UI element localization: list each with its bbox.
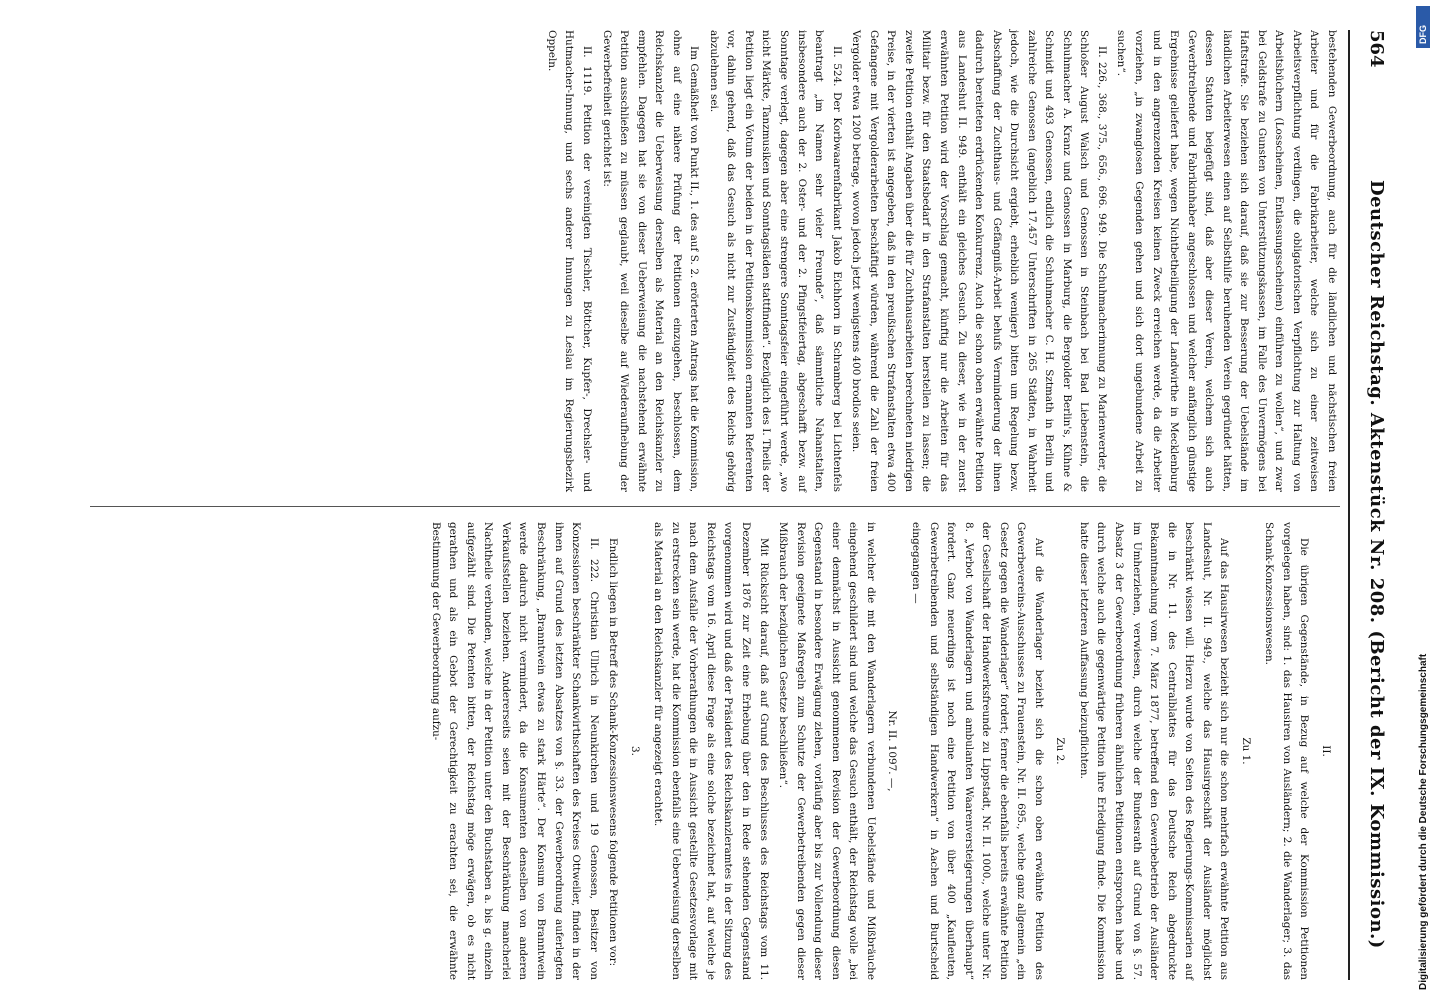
paragraph: Endlich liegen in Betreff des Schank-Konzessionswesens folgende Petitionen vor:: [607, 538, 620, 967]
paragraph: II. 222. Christian Ullrich in Neunkirchen und 19 Genossen, Besitzer von Konzessionen beschränkter Schankwirthschaften des Kreises Ottweiler, finden in der ihnen auf Grund des letzten Absatzes von §. 33. der Gewerbeordnung auferlegten Beschränkung, „Branntwein etwas zu stark Härte“. Der Konsum von Branntwein werde dadurch nicht vermindert, da die Konsumenten denselben von anderen Verkaufsstellen beziehen. Andererseits seien mit der Beschränkung mancherlei Nachtheile verbunden, welche in der Petition unter den Buchstaben a. bis g. einzeln aufgezählt sind. Die Petenten bitten, der Reichstag möge erwägen, ob es nicht gerathen und als ein Gebot der Gerechtigkeit zu erachten sei, die erwähnte Bestimmung der Gewerbeordnung aufzu-: [429, 522, 600, 980]
paragraph: in welcher die mit den Wanderlagern verbundenen Uebelstände und Mißbräuche eingehend geschildert sind und welche das Gesuch enthält, der Reichstag wolle „bei einer demnächst in Aussicht genommenen Revision der Gewerbeordnung diesen Gegenstand in besondere Erwägung ziehen, vorläufig aber bis zur Vollendung dieser Revision geeignete Maßregeln zum Schutze der Gewerbetreibenden gegen dieser Mißbrauch der bezüglichen Gesetze beschließen“.: [777, 522, 877, 980]
paragraph: Auf die Wanderlager bezieht sich die schon oben erwähnte Petition des Gewerbevereins-Ausschusses zu Frauenstein, Nr. II. 695., welche ganz allgemein „ein Gesetz gegen die Wanderlager“ fordert; ferner die ebenfalls bereits erwähnte Petition der Gesellschaft der Handwerksfreunde zu Lippstadt, Nr. II. 1000., welche unter Nr. 8. „Verbot von Wanderlagern und ambulanten Waarenversteigerungen überhaupt“ fordert. Ganz neuerdings ist noch eine Petition von über 400 „Kaufleuten, Gewerbetreibenden und selbständigen Handwerkern“ in Aachen und Burtscheid eingegangen —: [909, 522, 1045, 980]
left-column: [540, 30, 1340, 492]
dfg-logo-text: DFG: [1418, 25, 1428, 44]
paragraph: Auf das Hausirwesen bezieht sich nur die schon mehrfach erwähnte Petition aus Landeshut, Nr. II. 949., welche das Hausirgeschäft der Ausländer möglichst beschränkt wissen will. Hierzu wurde von Seiten des Regierungs-Kommissarien auf die in Nr. 11. des Centralblattes für das Deutsche Reich abgedruckte Bekanntmachung vom 7. März 1877, betreffend den Gewerbebetrieb der Ausländer im Umherziehen, verwiesen, durch welche der Bundesrath auf Grund von §. 57. Absatz 3 der Gewerbeordnung früheren ähnlichen Petitionen entsprochen habe und durch welche auch die gegenwärtige Petition ihre Erledigung finde. Die Kommission hatte dieser letzteren Auffassung beizupflichten.: [1077, 522, 1231, 980]
paragraph: Mit Rücksicht darauf, daß auf Grund des Beschlusses des Reichstags vom 11. Dezember 1876 zur Zeit eine Erhebung über den in Rede stehenden Gegenstand vorgenommen wird und daß der Präsident des Reichskanzleramtes in der Sitzung des Reichstags vom 16. April diese Frage als eine solche bezeichnet hat, auf welche je nach dem Ausfalle der Vorberathungen die in Aussicht gestellte Gesetzesvorlage mit zu erstrecken sein werde, hat die Kommission ebenfalls eine Ueberweisung derselben als Material an den Reichskanzler für angezeigt erachtet.: [652, 522, 770, 980]
paragraph: II. 1119. Petition der vereinigten Tischler, Böttcher, Kupfer-, Drechsler- und Hutmacher-Innung, und sechs anderer Innungen zu Leslau im Regierungsbezirk Oppeln.: [545, 30, 594, 492]
running-head: Deutscher Reichstag. Aktenstück Nr. 208. (Bericht der IX. Kommission.): [1366, 180, 1387, 949]
dfg-logo: [1416, 6, 1430, 48]
subsection-heading: Zu 2.: [1054, 737, 1067, 765]
paragraph: II. 226., 368., 375., 656., 696. 949. Die Schuhmacherinnung zu Marienwerder, die Schloßer August Walsch und Genossen in Steinbach bei Bad Liebenstein, die Schuhmacher A. Kranz und Genossen in Marburg, die Bergolder Berlin's, Kühne & Schmidt und 493 Genossen, endlich die Schuhmacher C. H. Sztmath in Berlin und zahlreiche Genossen (angeblich 17.457 Unterschriften in 265 Städten, in Wahrheit jedoch, wie die Durchsicht ergiebt, erheblich weniger) bitten um Regelung bezw. Abschaffung der Zuchthaus- und Gefängniß-Arbeit behufs Verminderung der ihnen dadurch bereiteten erdrückenden Konkurrenz. Auch die schon oben erwähnte Petition aus Landeshut II. 949. enthält ein gleiches Gesuch. Zu dieser, wie in der zuerst erwähnten Petition wird der Vorschlag gemacht, künftig nur die Arbeiten für das Militair bezw. für den Staatsbedarf in den Strafanstalten herstellen zu lassen; die zweite Petition enthält Angaben über die für Zuchthausarbeiten berechneten niedrigen Preise, in der vierten ist angegeben, daß in den preußischen Strafanstalten etwa 400 Gefangene mit Vergolderarbeiten beschäftigt würden, während die Zahl der freien Vergolder etwa 1200 betrage, wovon jedoch jetzt wenigstens 400 brodlos seien.: [850, 30, 1108, 492]
header-rule: [1348, 30, 1350, 980]
page-number: 564: [1366, 30, 1387, 68]
petition-number: Nr. II. 1097. —,: [886, 710, 899, 792]
digitization-credit: Digitalisierung gefördert durch die Deutsche Forschungsgemeinschaft: [1418, 653, 1429, 990]
section-heading: II.: [1320, 745, 1332, 757]
right-column: [424, 522, 1340, 980]
paragraph: bestehenden Gewerbeordnung, auch für die ländlichen und nächstischen freien Arbeiter und für die Fabrikarbeiter, welche sich zu einer zeitweisen Arbeitsverpflichtung verdingen, die obligatorischen Verpflichtung zur Haltung von Arbeitsbüchern (Losscheinen, Entlassungsscheinen) einführen zu wollen“, und zwar bei Geldstrafe zu Gunsten von Unterstützungskassen, im Falle des Unvermögens bei Haftstrafe. Sie beziehen sich darauf, daß sie zur Besserung der Uebelstände im ländlichen Arbeiterwesen einen auf Selbsthilfe beruhenden Verein gegründet hätten, dessen Statuten beigefügt sind, daß aber dieser Verein, welchem sich auch Gewerbtreibende und Fabrikinhaber angeschlossen und welcher anfänglich günstige Ergebnisse geliefert habe, wegen Nichtbetheiligung der Landwirthe in Mecklenburg und in den angrenzenden Kreisen keinen Zweck erreichen werde, da die Arbeiter vorziehen, „in zwanglosen Gegenden gehen und sich dort ungebundene Arbeit zu suchen“.: [1115, 30, 1338, 492]
paragraph: Im Gemäßheit von Punkt II., 1. des auf S. 2. erörterten Antrags hat die Kommission, ohne auf eine nähere Prüfung der Petitionen einzugehen, beschlossen, dem Reichskanzler die Ueberweisung derselben als Material an den Reichskanzler zu empfehlen. Dagegen hat sie von dieser Ueberweisung die nachstehend erwähnte Petition ausschließen zu müssen geglaubt, weil dieselbe auf Wiederaufhebung der Gewerbefreiheit gerichtet ist:: [600, 30, 701, 492]
subsection-heading: Zu 1.: [1239, 737, 1252, 765]
subsection-heading: 3.: [628, 746, 641, 756]
page-header: [1353, 30, 1387, 980]
paragraph: II. 524. Der Korbwaarenfabrikant Jakob Eichhorn in Schramberg bei Lichtenfels beantragt „im Namen sehr vieler Freunde“, daß sämmtliche Nahanstalten, insbesondere auch der 2. Oster- und der 2. Pfingstfeiertag, abgeschafft bezw. auf Sonntage verlegt, dagegen aber eine strengere Sonntagsfeier eingeführt werde, „wo nicht Märkte, Tanzmusiken und Sonntagsläden stattfinden“. Bezüglich des I. Theils der Petition liegt ein Votum der beiden in der Petitionskommission ernannten Referenten vor, dahin gehend, daß das Gesuch als nicht zur Zuständigkeit des Reichs gehörig abzulehnen sei.: [707, 30, 843, 492]
paragraph: Die übrigen Gegenstände, in Bezug auf welche der Kommission Petitionen vorgelegen haben, sind: 1. das Hausiren von Ausländern; 2. die Wanderlager; 3. das Schank-Konzessionswesen.: [1263, 522, 1311, 980]
column-divider: [90, 506, 1340, 507]
